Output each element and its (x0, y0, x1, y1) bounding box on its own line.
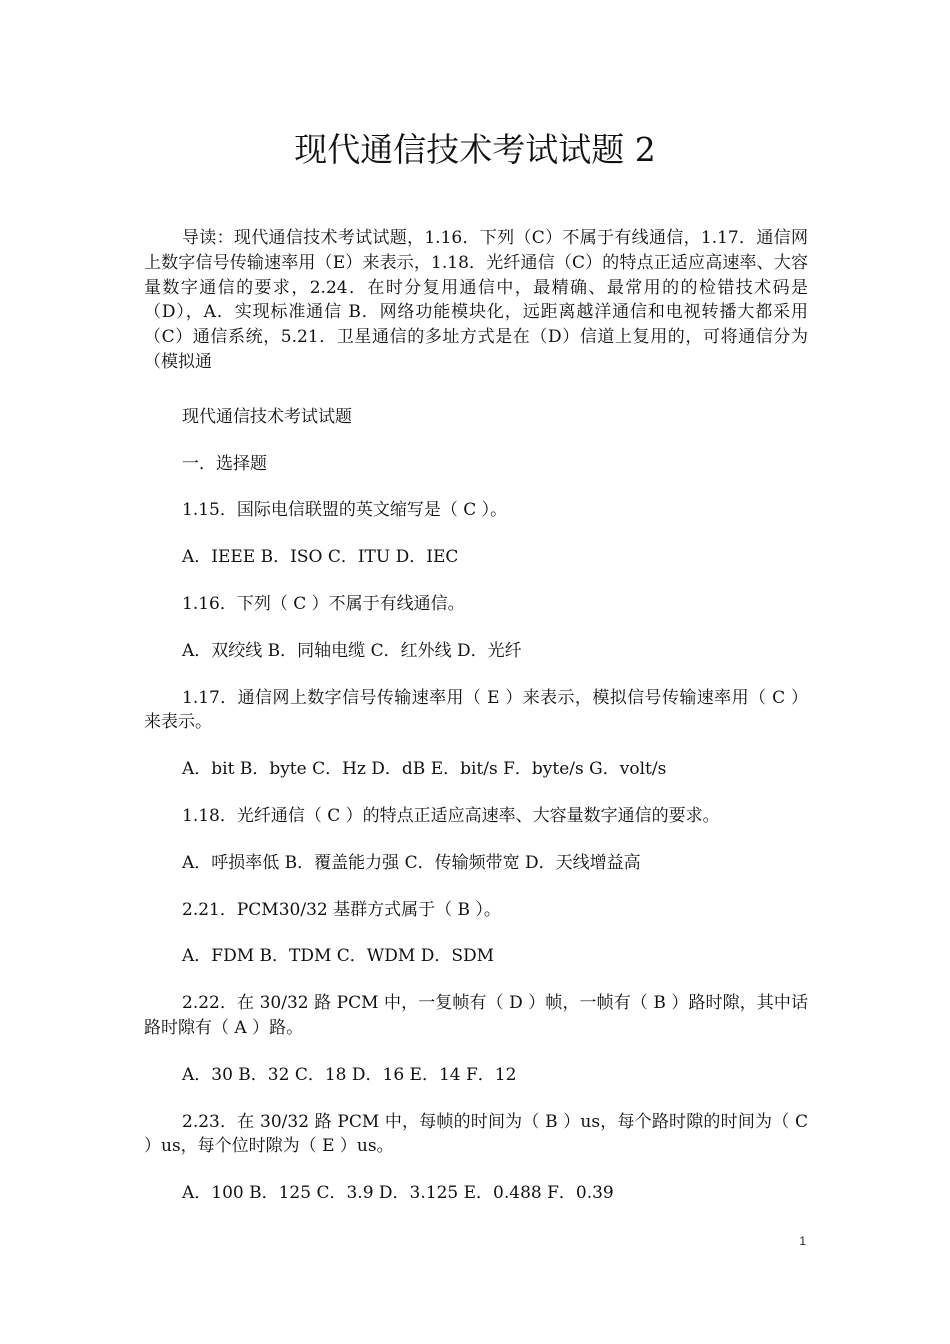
question-2-23-options: A．100 B．125 C．3.9 D．3.125 E．0.488 F．0.39 (182, 1183, 614, 1204)
question-1-15: 1.15．国际电信联盟的英文缩写是（ C ）。 (182, 500, 508, 521)
question-2-21-options: A．FDM B．TDM C．WDM D．SDM (182, 946, 495, 967)
question-1-18: 1.18．光纤通信（ C ）的特点正适应高速率、大容量数字通信的要求。 (182, 805, 720, 826)
document-title: 现代通信技术考试试题 2 (294, 130, 656, 169)
question-1-16-options: A．双绞线 B．同轴电缆 C．红外线 D．光纤 (182, 640, 522, 661)
question-2-22: 2.22．在 30/32 路 PCM 中，一复帧有（ D ）帧，一帧有（ B ）路时隙，其中话路时隙有（ A ）路。 (144, 993, 808, 1038)
question-2-23: 2.23．在 30/32 路 PCM 中，每帧的时间为（ B ）us，每个路时隙的时间为（ C ）us，每个位时隙为（ E ）us。 (144, 1111, 808, 1157)
question-1-17: 1.17．通信网上数字信号传输速率用（ E ）来表示，模拟信号传输速率用（ C ）来表示。 (144, 687, 808, 733)
question-2-22-options: A．30 B．32 C．18 D．16 E．14 F．12 (182, 1064, 517, 1085)
question-1-15-options: A．IEEE B．ISO C．ITU D．IEC (182, 547, 459, 568)
question-1-17-options: A．bit B．byte C．Hz D．dB E．bit/s F．byte/s G．volt/s (182, 759, 667, 780)
question-1-18-options: A．呼损率低 B．覆盖能力强 C．传输频带宽 D．天线增益高 (182, 852, 641, 873)
intro-paragraph: 导读：现代通信技术考试试题，1.16．下列（C）不属于有线通信，1.17．通信网上数字信号传输速率用（E）来表示，1.18．光纤通信（C）的特点正适应高速率、大容量数字通信的要求，2.24．在时分复用通信中，最精确、最常用的的检错技术码是（D），A．实现标准通信 B．网络功能模块化，远距离越洋通信和电视转播大都采用（C）通信系统，5.21．卫星通信的多址方式是在（D）信道上复用的，可将通信分为（模拟通 (144, 228, 808, 372)
question-1-16: 1.16．下列（ C ）不属于有线通信。 (182, 593, 465, 614)
document-heading: 现代通信技术考试试题 (182, 406, 352, 427)
page-number: 1 (799, 1234, 806, 1248)
section-heading: 一．选择题 (182, 453, 267, 474)
document-body (144, 226, 808, 1228)
question-2-21: 2.21．PCM30/32 基群方式属于（ B ）。 (182, 899, 501, 920)
